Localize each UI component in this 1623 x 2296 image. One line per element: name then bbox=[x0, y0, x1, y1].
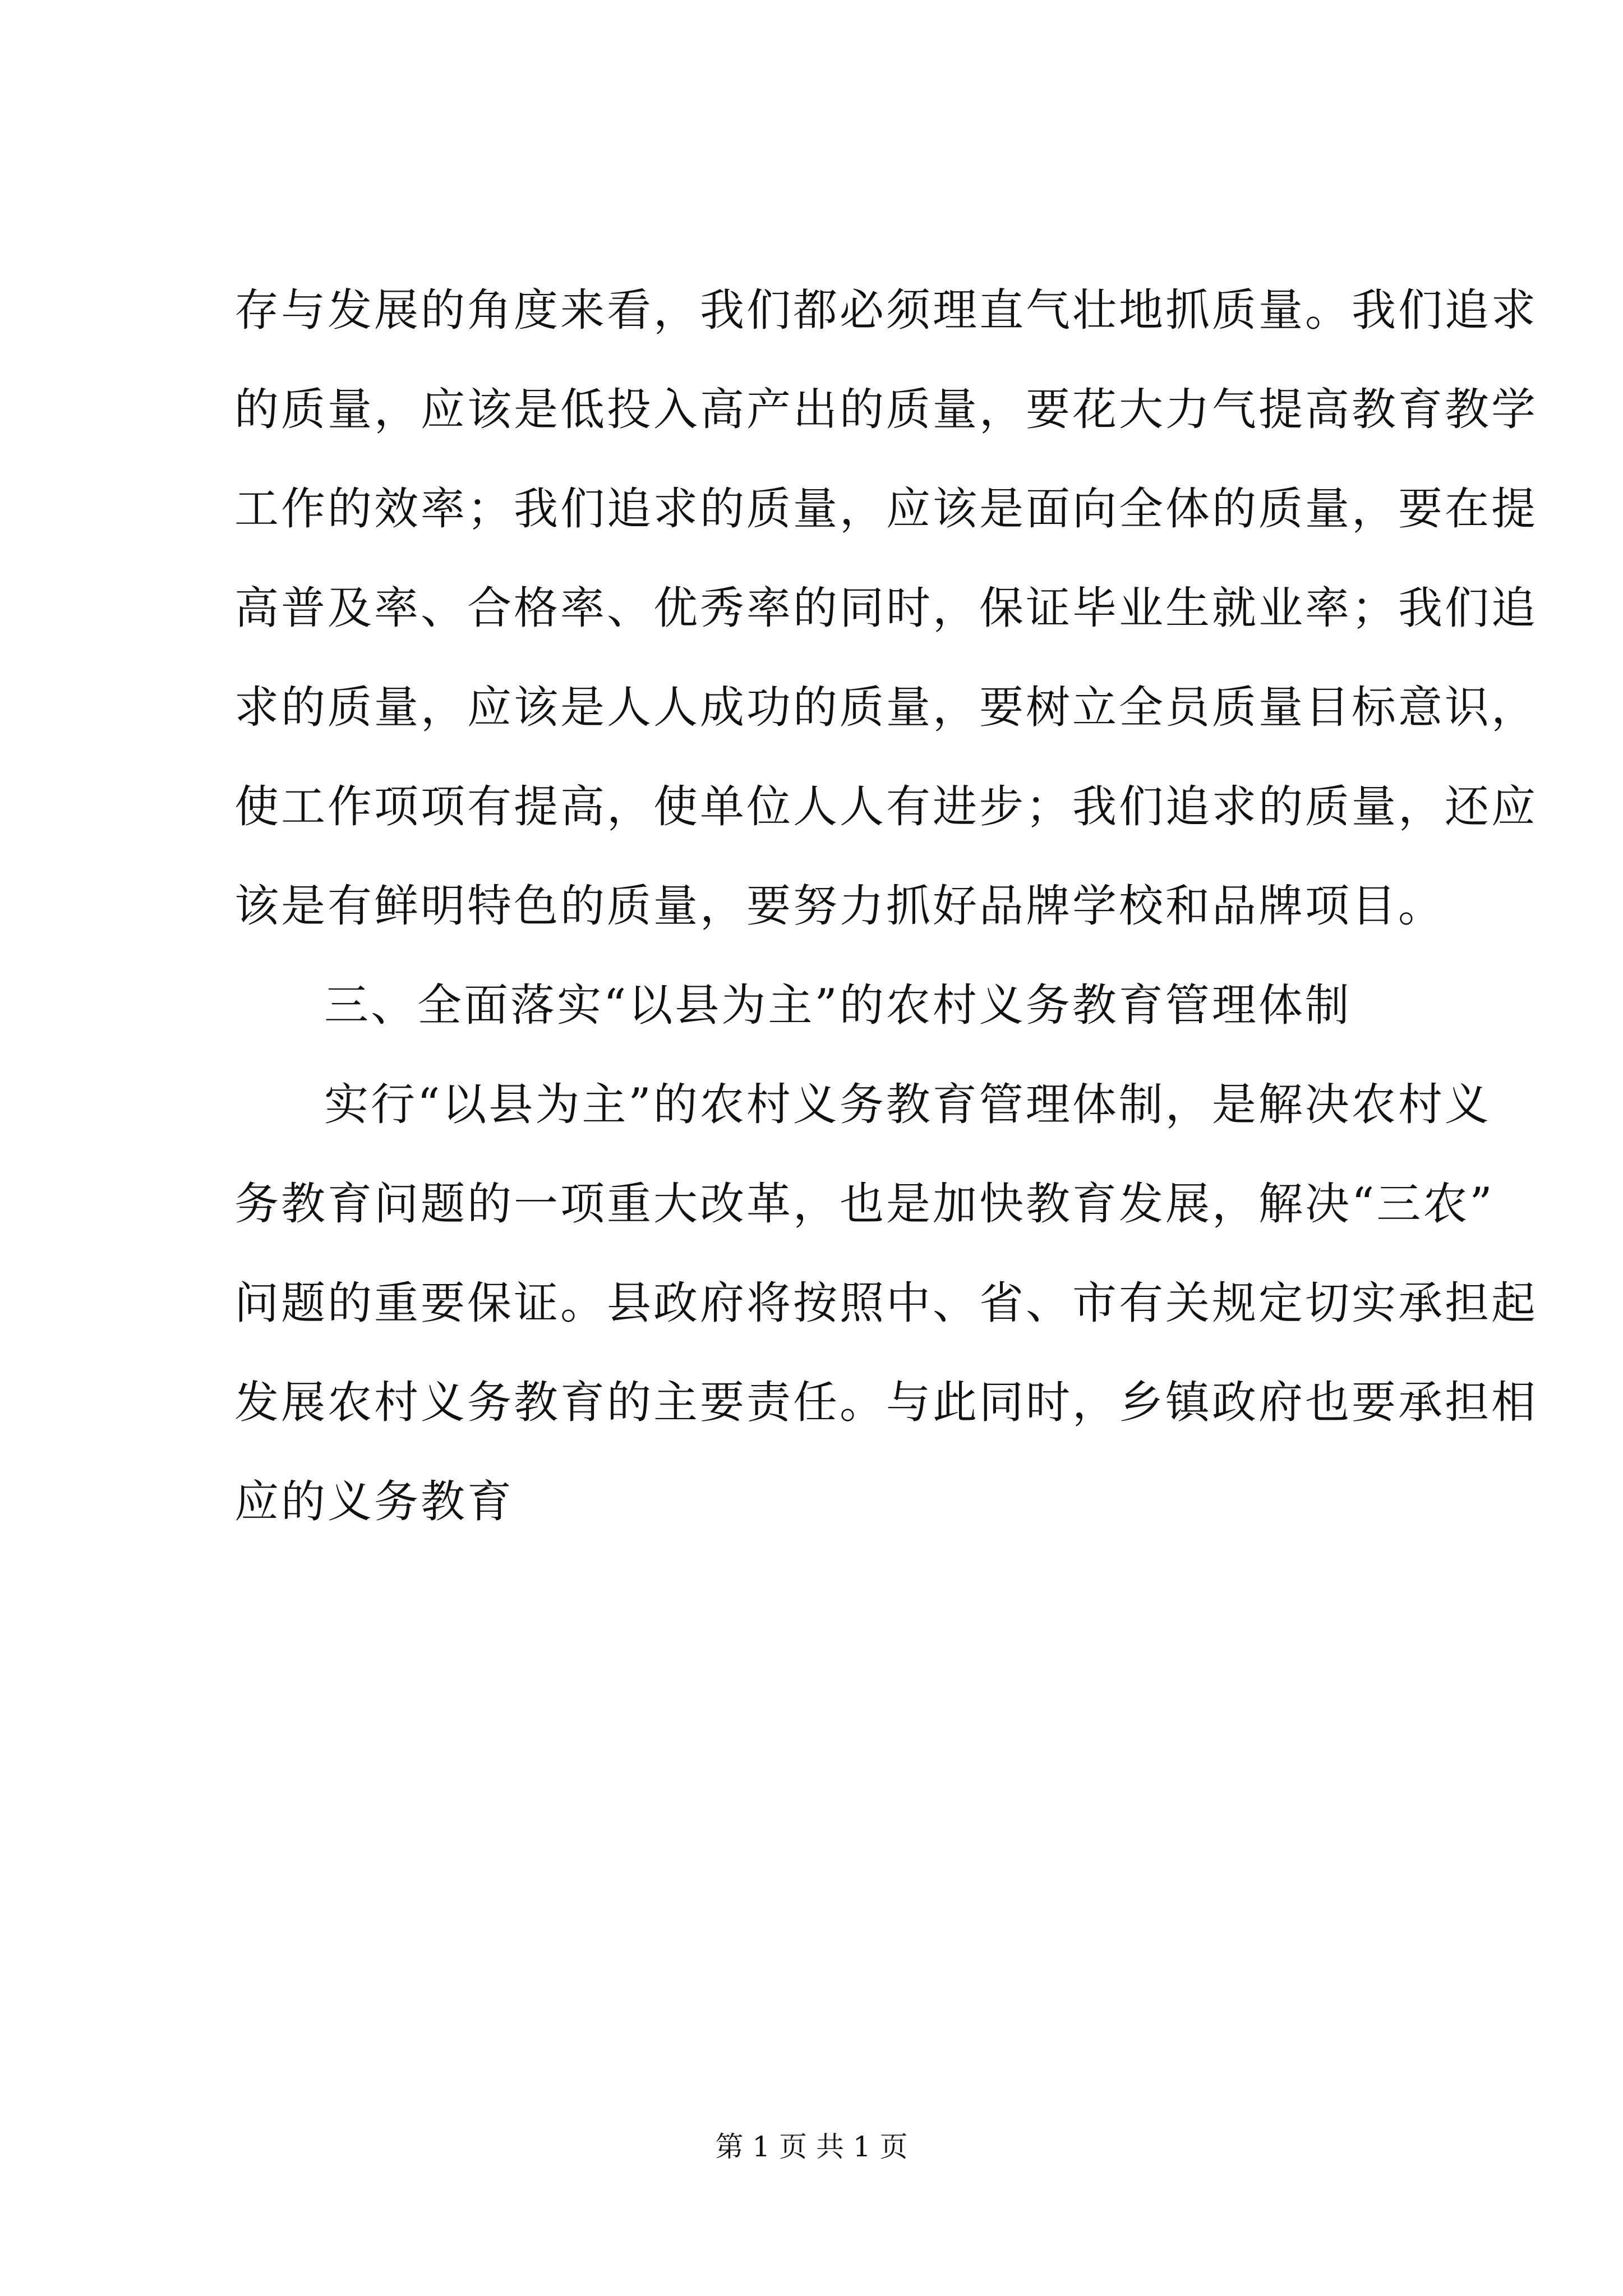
text-line: 实行“以县为主”的农村义务教育管理体制，是解决农村义 bbox=[324, 1079, 1491, 1130]
text-line: 应的义务教育 bbox=[234, 1476, 514, 1527]
page-number-footer: 第 1 页 共 1 页 bbox=[715, 2131, 908, 2163]
text-line: 高普及率、合格率、优秀率的同时，保证毕业生就业率；我们追 bbox=[234, 582, 1538, 634]
text-line: 务教育问题的一项重大改革，也是加快教育发展，解决“三农” bbox=[234, 1178, 1495, 1230]
text-line: 求的质量，应该是人人成功的质量，要树立全员质量目标意识， bbox=[234, 682, 1538, 733]
text-line: 发展农村义务教育的主要责任。与此同时，乡镇政府也要承担相 bbox=[234, 1377, 1538, 1428]
text-line: 该是有鲜明特色的质量，要努力抓好品牌学校和品牌项目。 bbox=[234, 880, 1445, 932]
text-line: 问题的重要保证。县政府将按照中、省、市有关规定切实承担起 bbox=[234, 1277, 1538, 1329]
text-line: 工作的效率；我们追求的质量，应该是面向全体的质量，要在提 bbox=[234, 483, 1538, 535]
document-body bbox=[234, 261, 1538, 1552]
text-line: 的质量，应该是低投入高产出的质量，要花大力气提高教育教学 bbox=[234, 384, 1538, 435]
text-line: 存与发展的角度来看，我们都必须理直气壮地抓质量。我们追求 bbox=[234, 284, 1538, 336]
section-heading: 三、全面落实“以县为主”的农村义务教育管理体制 bbox=[324, 979, 1352, 1031]
text-line: 使工作项项有提高，使单位人人有进步；我们追求的质量，还应 bbox=[234, 781, 1538, 832]
